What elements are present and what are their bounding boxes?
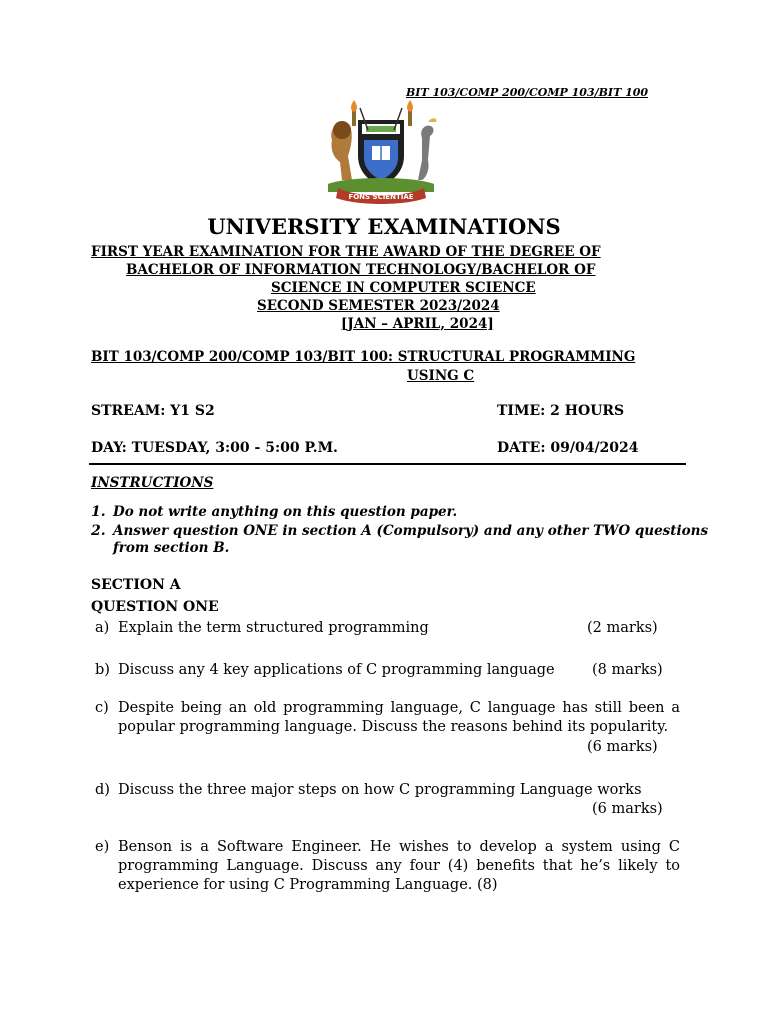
question-e-text-line-2: programming Language. Discuss any four (4) benefits that he’s likely to	[118, 858, 680, 874]
degree-line-3: SCIENCE IN COMPUTER SCIENCE	[271, 280, 536, 296]
course-title-line-1: BIT 103/COMP 200/COMP 103/BIT 100: STRUCTURAL PROGRAMMING	[91, 349, 636, 365]
section-title: SECTION A	[91, 577, 181, 593]
instruction-item-2-cont: from section B.	[113, 540, 230, 556]
question-a-text: Explain the term structured programming	[118, 620, 429, 636]
degree-line-2: BACHELOR OF INFORMATION TECHNOLOGY/BACHELOR OF	[126, 262, 596, 278]
question-e-text-line-3: experience for using C Programming Language. (8)	[118, 877, 498, 893]
question-title: QUESTION ONE	[91, 599, 219, 615]
question-e-text-line-1: Benson is a Software Engineer. He wishes to develop a system using C	[118, 839, 680, 855]
crest-motto: FONS SCIENTIAE	[348, 193, 414, 201]
time-info: TIME: 2 HOURS	[497, 403, 625, 419]
question-b-marks: (8 marks)	[592, 662, 663, 678]
question-b-text: Discuss any 4 key applications of C programming language	[118, 662, 555, 678]
question-d-text: Discuss the three major steps on how C programming Language works	[118, 782, 642, 798]
question-letter: a)	[95, 620, 110, 636]
exam-period: [JAN – APRIL, 2024]	[341, 316, 494, 332]
course-title-line-2: USING C	[407, 368, 475, 384]
instruction-item-2: Answer question ONE in section A (Compulsory) and any other TWO questions	[113, 523, 709, 539]
day-info: DAY: TUESDAY, 3:00 - 5:00 P.M.	[91, 440, 338, 456]
instructions-heading: INSTRUCTIONS	[91, 475, 214, 491]
question-letter: e)	[95, 839, 110, 855]
question-letter: c)	[95, 700, 109, 716]
question-letter: b)	[95, 662, 110, 678]
question-d-marks: (6 marks)	[592, 801, 663, 817]
question-c-marks: (6 marks)	[587, 739, 658, 755]
instruction-item-1: Do not write anything on this question paper.	[113, 504, 458, 520]
question-c-text-line-2: popular programming language. Discuss the reasons behind its popularity.	[118, 719, 669, 735]
university-crest-logo	[318, 100, 444, 204]
question-c-text-line-1: Despite being an old programming language, C language has still been a	[118, 700, 680, 716]
stream-info: STREAM: Y1 S2	[91, 403, 215, 419]
question-letter: d)	[95, 782, 110, 798]
page-title: UNIVERSITY EXAMINATIONS	[207, 214, 561, 239]
instruction-number: 2.	[91, 523, 106, 539]
date-info: DATE: 09/04/2024	[497, 440, 639, 456]
instruction-number: 1.	[91, 504, 106, 520]
divider	[89, 463, 686, 465]
paper-code: BIT 103/COMP 200/COMP 103/BIT 100	[406, 86, 649, 99]
degree-line-1: FIRST YEAR EXAMINATION FOR THE AWARD OF THE DEGREE OF	[91, 244, 601, 260]
question-a-marks: (2 marks)	[587, 620, 658, 636]
semester-line: SECOND SEMESTER 2023/2024	[257, 298, 500, 314]
